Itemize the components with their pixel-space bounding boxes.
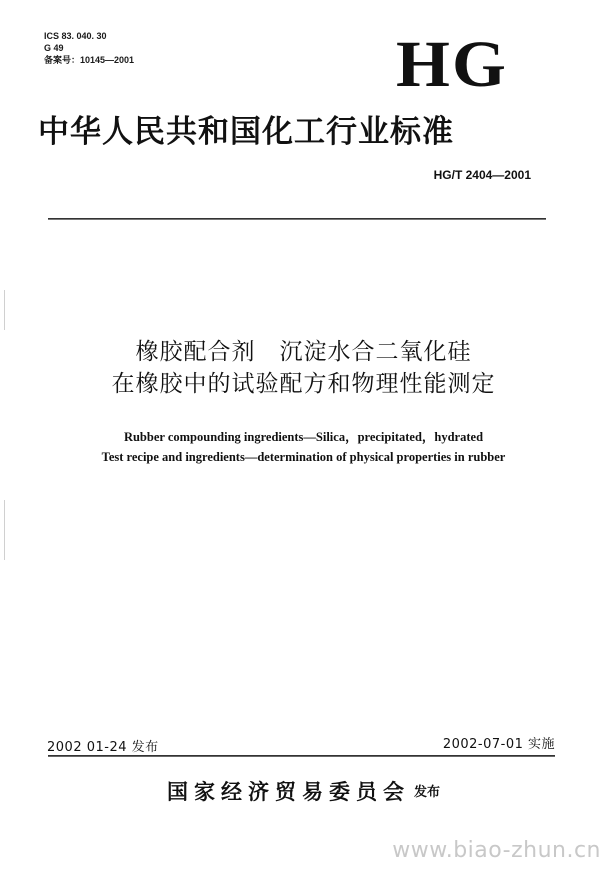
footer-divider: [48, 755, 555, 757]
chinese-title-line-1: 橡胶配合剂 沉淀水合二氧化硅: [135, 339, 472, 365]
issuer-line: [0, 776, 607, 806]
record-number: 备案号：10145—2001: [44, 55, 135, 65]
site-watermark: www.biao-zhun.cn: [392, 838, 601, 863]
chinese-title: [0, 336, 607, 400]
scan-edge-mark: [4, 500, 5, 560]
classification-block: [44, 30, 134, 66]
hg-logo: HG: [396, 28, 509, 101]
ics-code: ICS 83. 040. 30: [44, 31, 107, 41]
chinese-title-line-2: 在橡胶中的试验配方和物理性能测定: [111, 371, 496, 397]
header-divider: [48, 218, 546, 220]
issuer-verb: 发布: [413, 785, 440, 800]
standard-number: HG/T 2404—2001: [433, 168, 531, 182]
effective-date: 2002-07-01 实施: [442, 737, 555, 752]
issuer-name: 国家经济贸易委员会: [166, 779, 410, 804]
ccs-code: G 49: [44, 43, 64, 53]
scan-edge-mark: [4, 290, 5, 330]
english-title-line-2: Test recipe and ingredients—determination of physical properties in rubber: [101, 450, 506, 464]
ministry-title: 中华人民共和国化工行业标准: [38, 114, 454, 150]
english-title: [0, 427, 607, 467]
english-title-line-1: Rubber compounding ingredients—Silica，precipitated，hydrated: [123, 430, 484, 444]
issue-date: 2002 01-24 发布: [47, 740, 159, 755]
